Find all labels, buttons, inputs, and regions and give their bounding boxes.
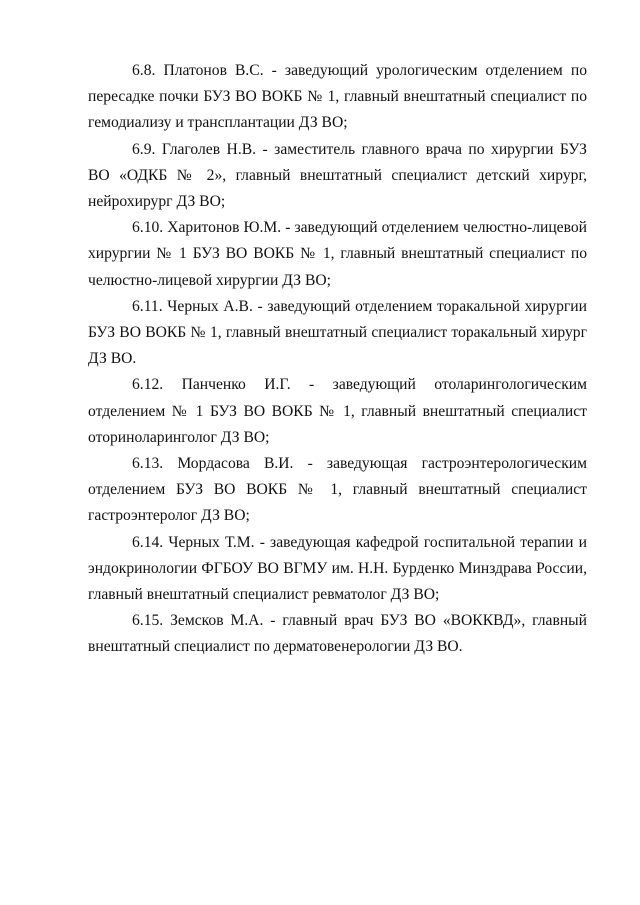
list-item-6-11: 6.11. Черных А.В. - заведующий отделением торакальной хирургии БУЗ ВО ВОКБ № 1, главный внештатный специалист торакальный хирург ДЗ ВО. [88,297,587,368]
document-body [88,58,587,661]
list-item-6-9: 6.9. Глаголев Н.В. - заместитель главного врача по хирургии БУЗ ВО «ОДКБ № 2», главный внештатный специалист детский хирург, нейрохирург ДЗ ВО; [88,140,587,211]
list-item-6-13: 6.13. Мордасова В.И. - заведующая гастроэнтерологическим отделением БУЗ ВО ВОКБ № 1, главный внештатный специалист гастроэнтеролог ДЗ ВО; [88,455,587,525]
list-item-6-15: 6.15. Земсков М.А. - главный врач БУЗ ВО «ВОККВД», главный внештатный специалист по дерматовенерологии ДЗ ВО. [88,612,587,656]
list-item-6-8: 6.8. Платонов В.С. - заведующий урологическим отделением по пересадке почки БУЗ ВО ВОКБ № 1, главный внештатный специалист по гемодиализу и трансплантации ДЗ ВО; [88,62,587,132]
list-item-6-12: 6.12. Панченко И.Г. - заведующий отоларингологическим отделением № 1 БУЗ ВО ВОКБ № 1, главный внештатный специалист оториноларинголог ДЗ ВО; [88,376,587,446]
list-item-6-10: 6.10. Харитонов Ю.М. - заведующий отделением челюстно-лицевой хирургии № 1 БУЗ ВО ВОКБ № 1, главный внештатный специалист по челюстно-лицевой хирургии ДЗ ВО; [88,219,587,289]
list-item-6-14: 6.14. Черных Т.М. - заведующая кафедрой госпитальной терапии и эндокринологии ФГБОУ ВО ВГМУ им. Н.Н. Бурденко Минздрава России, главный внештатный специалист ревматолог ДЗ ВО; [88,533,587,604]
